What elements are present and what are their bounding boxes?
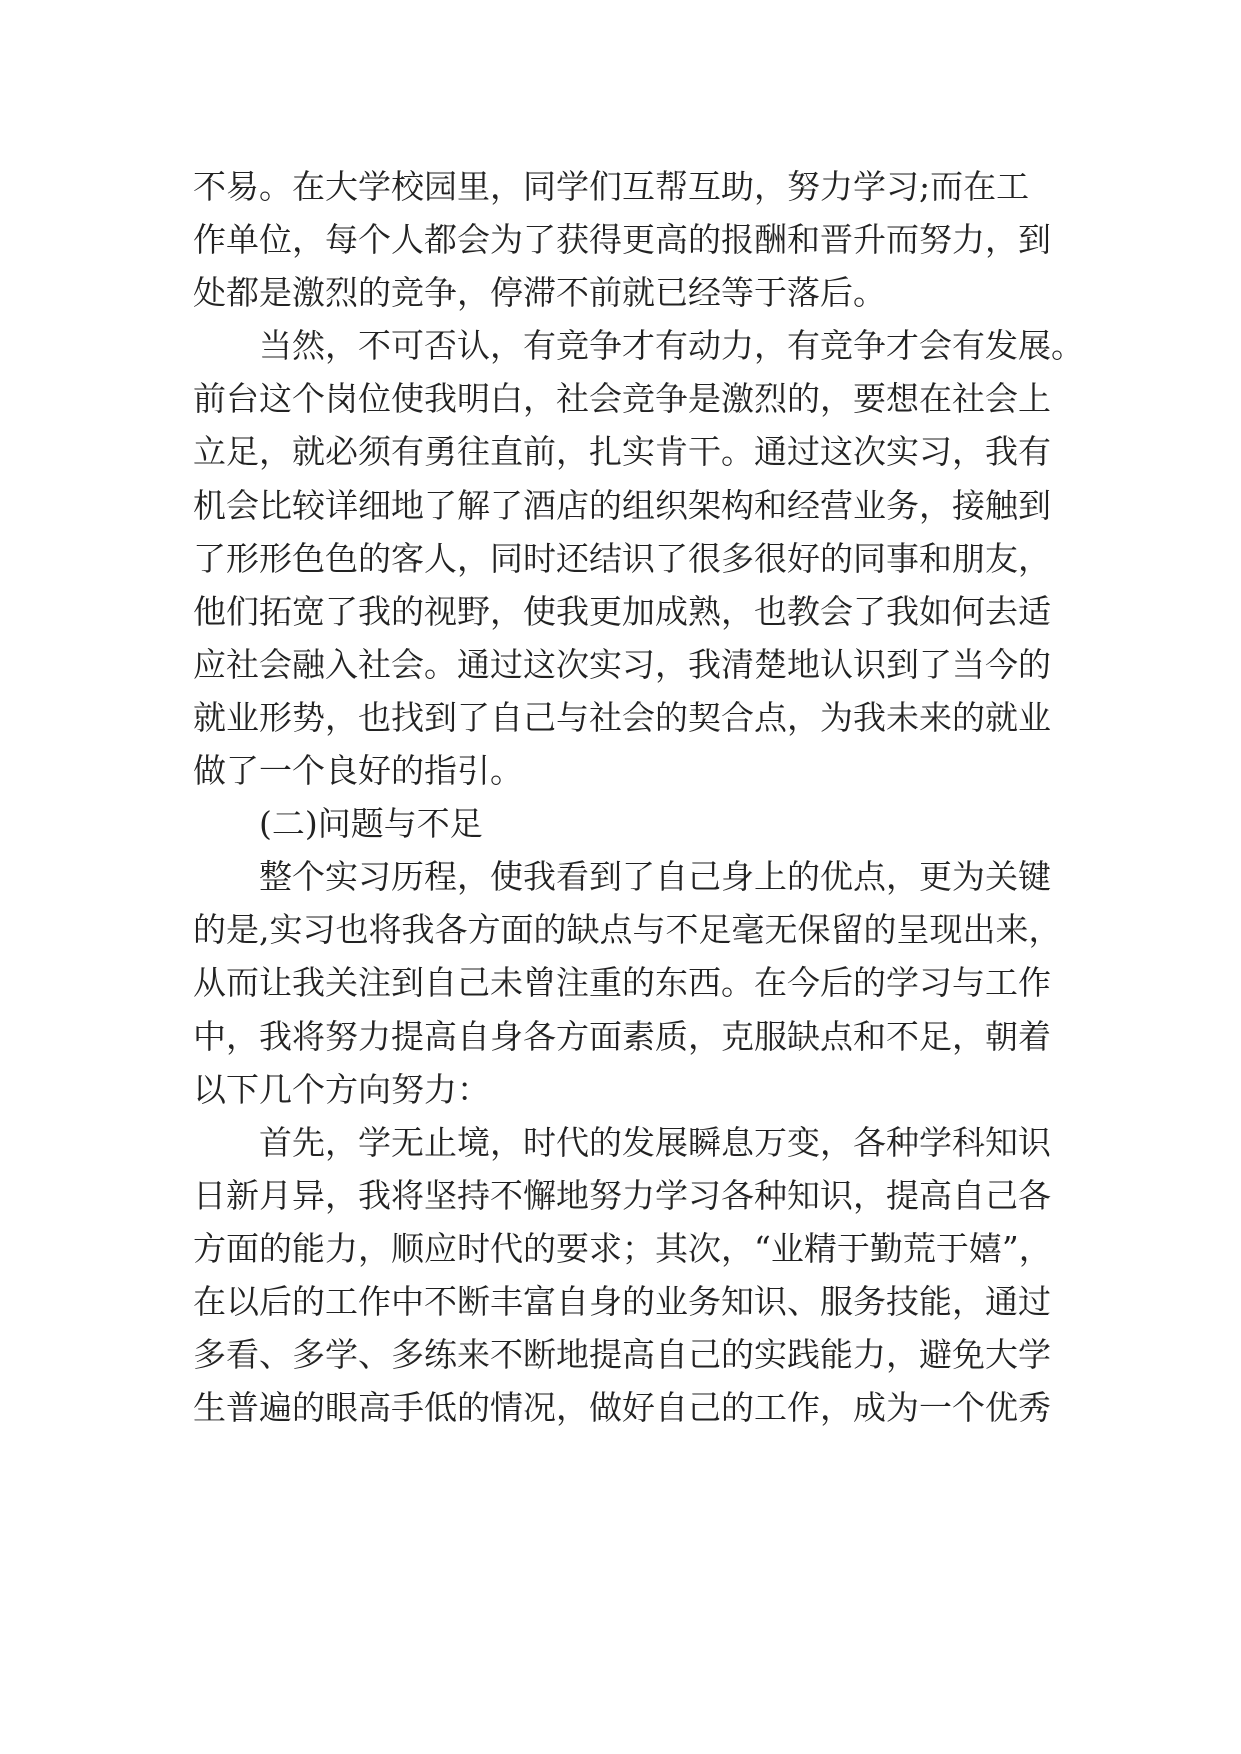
text-line: 方面的能力，顺应时代的要求；其次，“业精于勤荒于嬉”， (193, 1228, 1052, 1268)
text-line: 日新月异，我将坚持不懈地努力学习各种知识，提高自己各 (193, 1175, 1051, 1215)
text-line: 他们拓宽了我的视野，使我更加成熟，也教会了我如何去适 (193, 591, 1051, 631)
text-line: 做了一个良好的指引。 (193, 751, 523, 791)
text-line: 了形形色色的客人，同时还结识了很多很好的同事和朋友， (193, 538, 1051, 578)
text-line: 多看、多学、多练来不断地提高自己的实践能力，避免大学 (193, 1335, 1051, 1375)
paragraph-start-line: 当然，不可否认，有竞争才有动力，有竞争才会有发展。 (259, 326, 1084, 366)
paragraph-start-line: 首先，学无止境，时代的发展瞬息万变，各种学科知识 (259, 1122, 1051, 1162)
text-line: 从而让我关注到自己未曾注重的东西。在今后的学习与工作 (193, 963, 1051, 1003)
text-line: 在以后的工作中不断丰富自身的业务知识、服务技能，通过 (193, 1281, 1051, 1321)
text-line: 处都是激烈的竞争，停滞不前就已经等于落后。 (193, 273, 886, 313)
text-line: 作单位，每个人都会为了获得更高的报酬和晋升而努力，到 (193, 220, 1051, 260)
text-line: 机会比较详细地了解了酒店的组织架构和经营业务，接触到 (193, 485, 1051, 525)
paragraph-start-line: 整个实习历程，使我看到了自己身上的优点，更为关键 (259, 857, 1051, 897)
section-heading: (二)问题与不足 (259, 804, 483, 844)
text-line: 立足，就必须有勇往直前，扎实肯干。通过这次实习，我有 (193, 432, 1051, 472)
text-line: 前台这个岗位使我明白，社会竞争是激烈的，要想在社会上 (193, 379, 1051, 419)
text-line: 就业形势，也找到了自己与社会的契合点，为我未来的就业 (193, 697, 1051, 737)
text-line: 以下几个方向努力： (193, 1069, 490, 1109)
text-line: 中，我将努力提高自身各方面素质，克服缺点和不足，朝着 (193, 1016, 1051, 1056)
text-line: 不易。在大学校园里，同学们互帮互助，努力学习;而在工 (193, 167, 1030, 206)
text-line: 的是,实习也将我各方面的缺点与不足毫无保留的呈现出来， (193, 910, 1062, 950)
text-line: 生普遍的眼高手低的情况，做好自己的工作，成为一个优秀 (193, 1388, 1051, 1428)
body-text (193, 160, 1084, 1434)
text-line: 应社会融入社会。通过这次实习，我清楚地认识到了当今的 (193, 644, 1051, 684)
